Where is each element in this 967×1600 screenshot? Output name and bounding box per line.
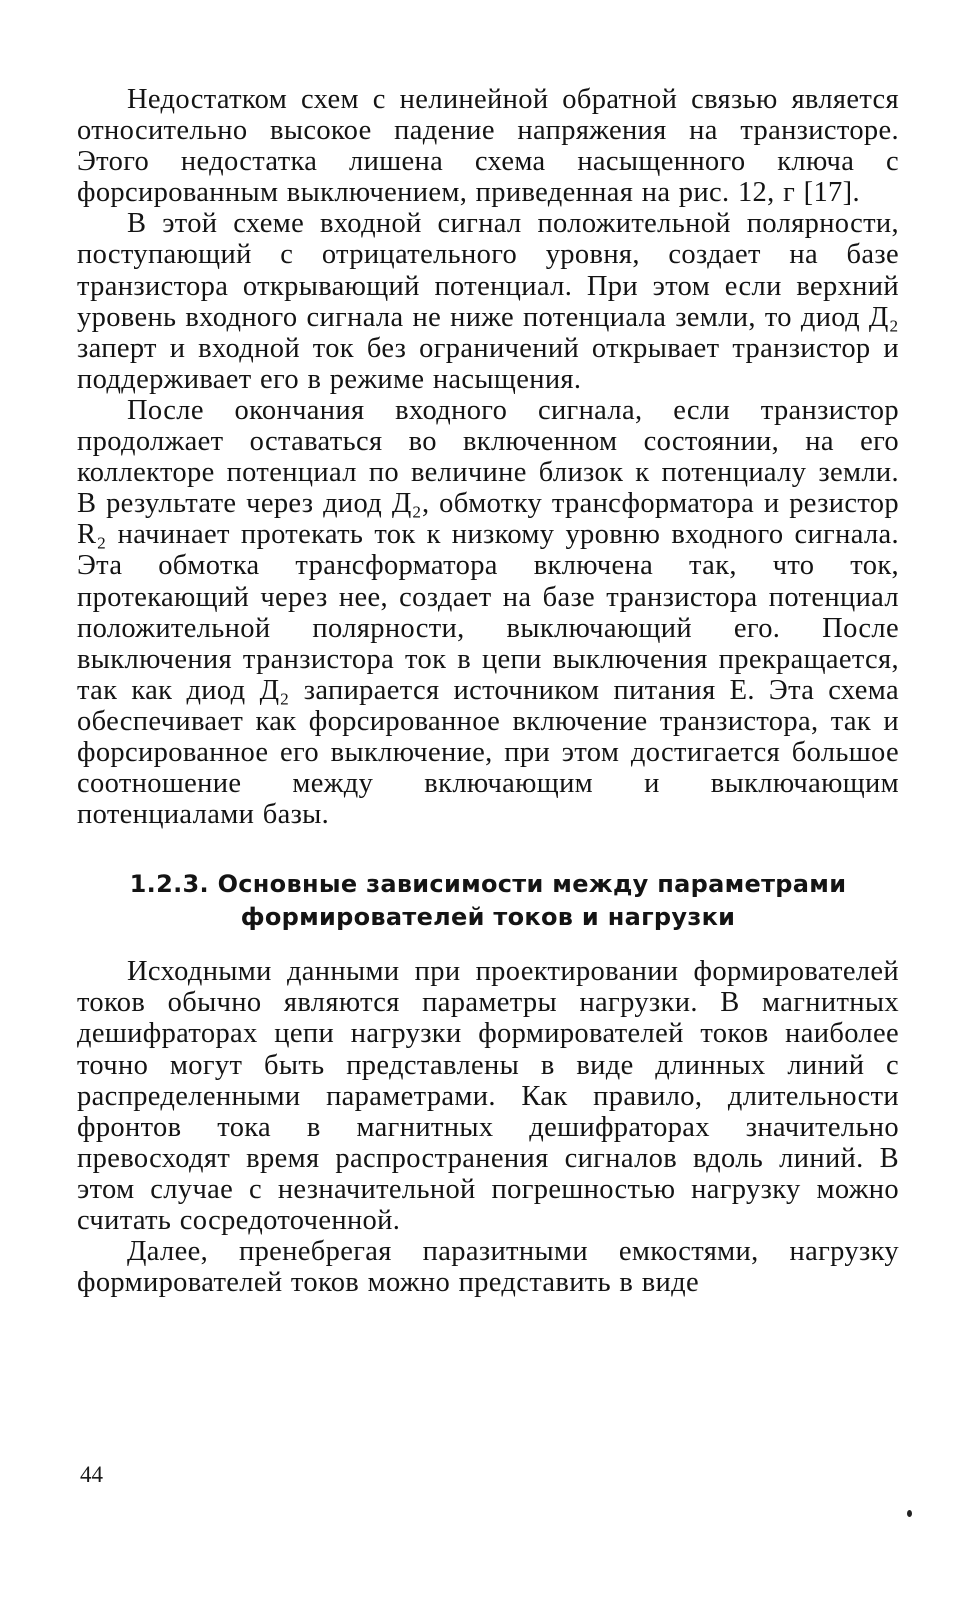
section-body <box>77 956 899 1298</box>
section-heading-line-2: формирователей токов и нагрузки <box>240 903 736 932</box>
print-speck <box>907 1510 912 1517</box>
paragraph-1: Недостатком схем с нелинейной обратной связью является относительно высокое падение напряжения на транзисторе. Этого недостатка лишена схема насыщенного ключа с форсированным выключением, приведенная на рис. 12, г [17]. <box>77 84 899 209</box>
paragraph-4: Исходными данными при проектировании формирователей токов обычно являются параметры нагрузки. В магнитных дешифраторах цепи нагрузки формирователей токов наиболее точно могут быть представлены в виде длинных линий с распределенными параметрами. Как правило, длительности фронтов тока в магнитных дешифраторах значительно превосходят время распространения сигналов вдоль линий. В этом случае с незначительной погрешностью нагрузку можно считать сосредоточенной. <box>77 956 899 1236</box>
paragraph-3: После окончания входного сигнала, если транзистор продолжает оставаться во включенном состоянии, на его коллекторе потенциал по величине близок к потенциалу земли. В результате через диод Д₂, обмотку трансформатора и резистор R₂ начинает протекать ток к низкому уровню входного сигнала. Эта обмотка трансформатора включена так, что ток, протекающий через нее, создает на базе транзистора потенциал положительной полярности, выключающий его. После выключения транзистора ток в цепи выключения прекращается, так как диод Д₂ запирается источником питания E. Эта схема обеспечивает как форсированное включение транзистора, так и форсированное его выключение, при этом достигается большое соотношение между включающим и выключающим потенциалами базы. <box>77 394 899 831</box>
page-body <box>77 84 899 1298</box>
paragraph-2: В этой схеме входной сигнал положительной полярности, поступающий с отрицательного уровня, создает на базе транзистора открывающий потенциал. При этом если верхний уровень входного сигнала не ниже потенциала земли, то диод Д₂ заперт и входной ток без ограничений открывает транзистор и поддерживает его в режиме насыщения. <box>77 208 899 395</box>
section-heading <box>77 868 899 934</box>
paragraph-5: Далее, пренебрегая паразитными емкостями, нагрузку формирователей токов можно представить в виде <box>77 1236 899 1299</box>
page-number: 44 <box>80 1462 103 1487</box>
section-heading-line-1: 1.2.3. Основные зависимости между параметрами <box>129 870 847 899</box>
